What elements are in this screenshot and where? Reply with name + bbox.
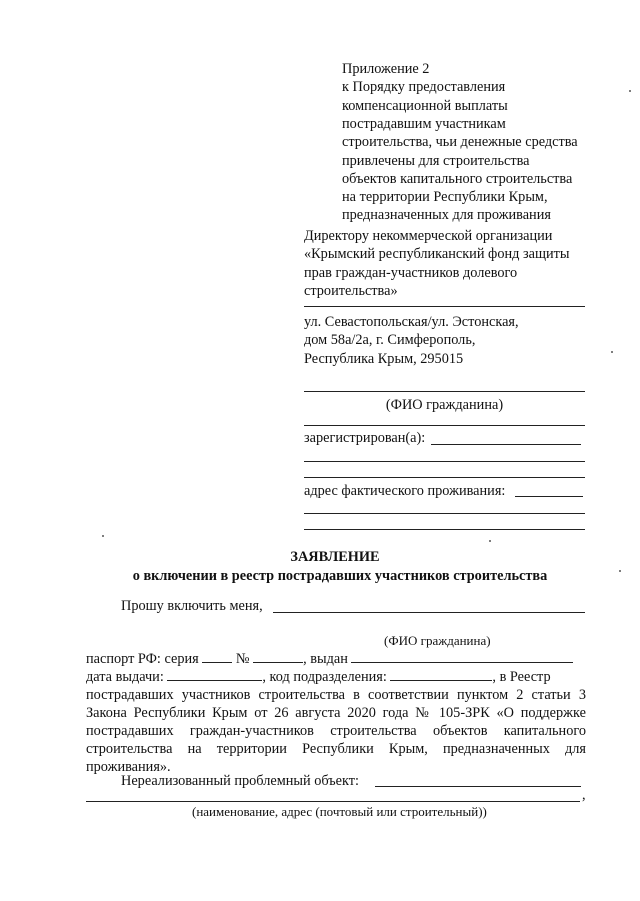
issue-date-line (86, 668, 586, 686)
registered-field-line[interactable] (431, 444, 581, 445)
paragraph-line: строительства на территории Республики Крым, предназначенных для (86, 741, 586, 757)
registry-tail: , в Реестр (492, 669, 551, 685)
appendix-line: пострадавшим участникам (342, 115, 506, 132)
scan-speck (102, 535, 104, 537)
addressee-line: Директору некоммерческой организации (304, 228, 553, 244)
paragraph-line: пострадавших граждан-участников строительства объектов капитального (86, 723, 586, 739)
issue-date-field[interactable] (167, 668, 262, 681)
object-caption: (наименование, адрес (почтовый или строительный)) (192, 804, 487, 819)
object-full-line[interactable] (86, 801, 580, 802)
addressee-underline (304, 306, 585, 307)
scan-speck (619, 570, 621, 572)
passport-number-field[interactable] (253, 650, 303, 663)
scan-speck (489, 540, 491, 542)
passport-number-label: № (235, 651, 250, 667)
appendix-line: компенсационной выплаты (342, 97, 508, 114)
appendix-line: привлечены для строительства (342, 152, 530, 169)
applicant-extra-line (304, 425, 585, 426)
applicant-name-caption: (ФИО гражданина) (385, 397, 504, 413)
paragraph-line: пострадавших участников строительства в соответствии пунктом 2 статьи 3 (86, 687, 586, 703)
request-name-caption: (ФИО гражданина) (384, 633, 491, 648)
appendix-line: на территории Республики Крым, (342, 189, 548, 206)
object-line-end: , (582, 787, 586, 803)
passport-line (86, 650, 586, 668)
object-field-line[interactable] (375, 786, 581, 787)
document-subtitle: о включении в реестр пострадавших участников строительства (132, 568, 548, 584)
division-code-field[interactable] (390, 668, 492, 681)
scan-speck (629, 90, 631, 92)
address-line: Республика Крым, 295015 (304, 350, 464, 367)
actual-address-label: адрес фактического проживания: (304, 483, 506, 499)
actual-address-line-2[interactable] (304, 513, 585, 514)
address-line: ул. Севастопольская/ул. Эстонская, (304, 314, 519, 330)
passport-series-label: паспорт РФ: серия (86, 651, 199, 667)
scan-speck (611, 351, 613, 353)
division-code-label: , код подразделения: (262, 669, 387, 685)
appendix-line: Приложение 2 (342, 61, 430, 77)
registered-line-3[interactable] (304, 477, 585, 478)
registered-line-2[interactable] (304, 461, 585, 462)
appendix-line: к Порядку предоставления (342, 79, 506, 96)
actual-address-line-3[interactable] (304, 529, 585, 530)
appendix-line: строительства, чьи денежные средства (342, 134, 578, 151)
passport-issued-label: , выдан (303, 651, 348, 667)
appendix-line: объектов капитального строительства (342, 170, 573, 187)
address-line: дом 58а/2а, г. Симферополь, (304, 332, 476, 349)
passport-series-field[interactable] (202, 650, 232, 663)
document-title: ЗАЯВЛЕНИЕ (290, 549, 380, 565)
appendix-line: предназначенных для проживания (342, 207, 551, 224)
paragraph-last-line: проживания». (86, 759, 171, 775)
paragraph-line: Закона Республики Крым от 26 августа 2020 года № 105-ЗРК «О поддержке (86, 705, 586, 721)
object-label: Нереализованный проблемный объект: (121, 773, 360, 789)
passport-issued-field[interactable] (351, 650, 573, 663)
addressee-line: «Крымский республиканский фонд защиты (304, 246, 570, 263)
addressee-line: строительства» (304, 282, 398, 299)
applicant-name-line (304, 391, 585, 392)
addressee-line: прав граждан-участников долевого (304, 264, 518, 281)
registered-label: зарегистрирован(а): (304, 430, 426, 446)
request-text: Прошу включить меня, (121, 598, 263, 614)
actual-address-field-line[interactable] (515, 496, 583, 497)
issue-date-label: дата выдачи: (86, 669, 164, 685)
request-name-line[interactable] (273, 612, 585, 613)
